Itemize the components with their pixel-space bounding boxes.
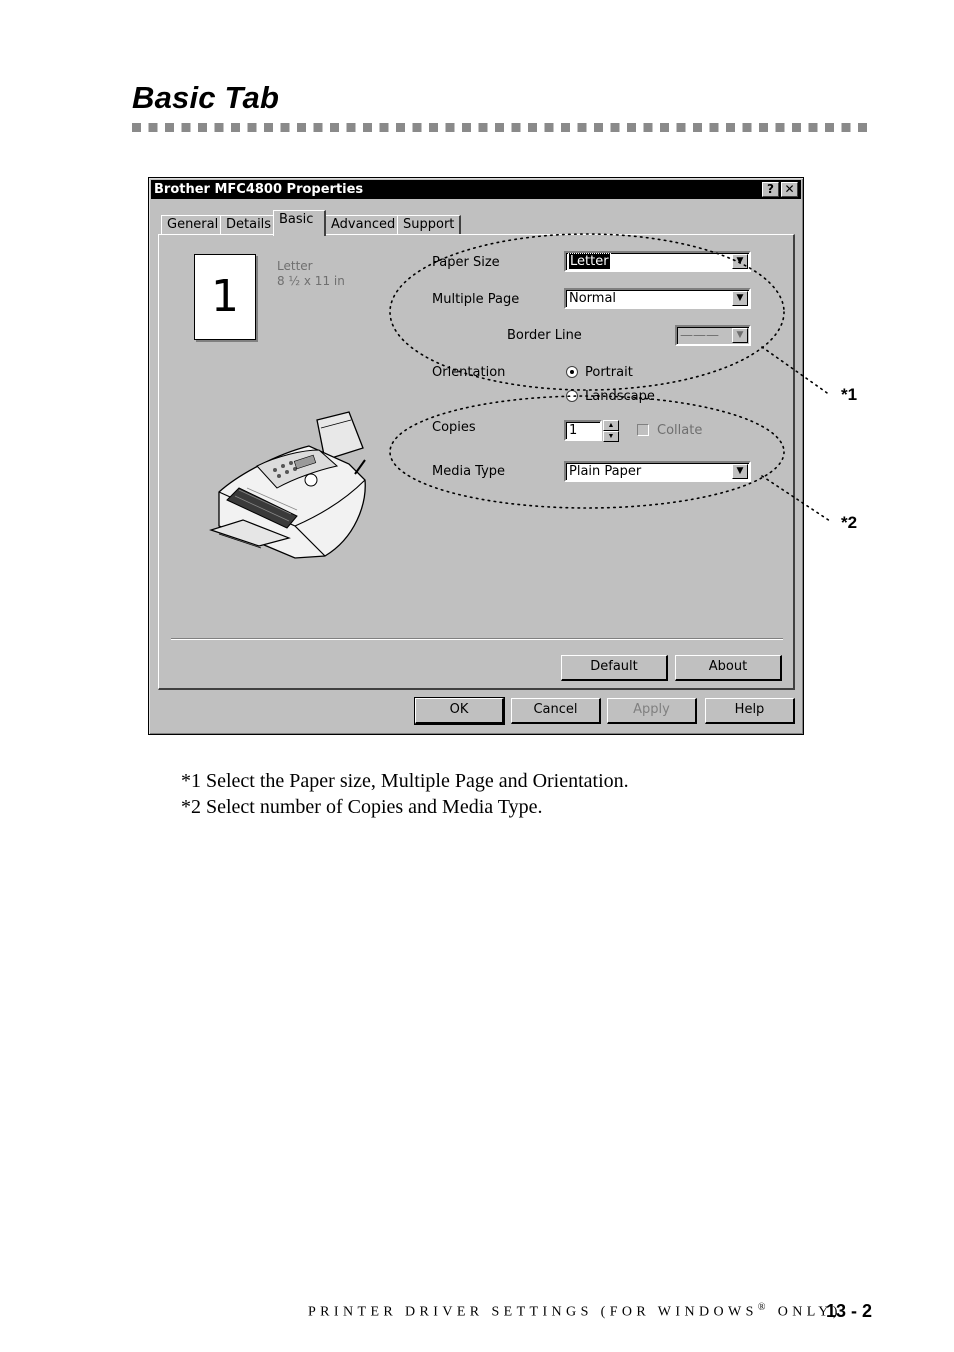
footer-section: PRINTER DRIVER SETTINGS (FOR WINDOWS® ONLY) — [308, 1302, 842, 1320]
paper-dims-label: 8 ½ x 11 in — [277, 274, 345, 288]
collate-label: Collate — [657, 423, 703, 438]
callout-1-label: *1 — [841, 385, 858, 404]
landscape-label[interactable]: Landscape — [585, 389, 655, 404]
callout-ellipse-1 — [390, 234, 784, 390]
callout-leader-1 — [762, 347, 830, 395]
note-2: *2 Select number of Copies and Media Type. — [181, 796, 543, 818]
note-1: *1 Select the Paper size, Multiple Page and Orientation. — [181, 770, 629, 792]
spin-down-icon[interactable]: ▼ — [603, 431, 619, 442]
copies-label: Copies — [432, 420, 476, 435]
chevron-down-icon[interactable]: ▼ — [732, 291, 748, 306]
chevron-down-icon: ▼ — [732, 328, 748, 343]
multiple-page-value: Normal — [569, 291, 617, 306]
callout-leader-2 — [762, 476, 830, 521]
page-title: Basic Tab — [132, 80, 280, 115]
default-button[interactable]: Default — [561, 655, 668, 681]
callout-2-label: *2 — [841, 513, 858, 532]
tab-details[interactable]: Details — [220, 215, 278, 235]
close-title-button[interactable]: ✕ — [781, 182, 798, 197]
chevron-down-icon[interactable]: ▼ — [732, 254, 748, 269]
tab-advanced[interactable]: Advanced — [325, 215, 402, 235]
border-line-value: ——— — [680, 328, 719, 343]
multiple-page-label: Multiple Page — [432, 292, 520, 307]
footer-page-number: 13 - 2 — [826, 1301, 873, 1321]
panel-separator — [171, 638, 783, 640]
paper-size-label: Paper Size — [432, 255, 500, 270]
registered-mark: ® — [757, 1302, 770, 1313]
media-type-value: Plain Paper — [569, 464, 642, 479]
apply-button: Apply — [607, 698, 697, 724]
chevron-down-icon[interactable]: ▼ — [732, 464, 748, 479]
copies-input[interactable]: 1 — [564, 420, 602, 441]
tab-support[interactable]: Support — [397, 215, 461, 235]
paper-name-label: Letter — [277, 259, 313, 273]
about-button[interactable]: About — [675, 655, 782, 681]
help-title-button[interactable]: ? — [762, 182, 779, 197]
cancel-button[interactable]: Cancel — [511, 698, 601, 724]
border-line-label: Border Line — [507, 328, 582, 343]
portrait-label[interactable]: Portrait — [585, 365, 633, 380]
media-type-label: Media Type — [432, 464, 506, 479]
paper-size-value: Letter — [570, 254, 609, 269]
tab-general[interactable]: General — [161, 215, 225, 235]
orientation-label: Orientation — [432, 365, 506, 380]
help-button[interactable]: Help — [705, 698, 795, 724]
callout-annotations — [0, 0, 954, 600]
callout-ellipse-2 — [390, 396, 784, 508]
tab-basic[interactable]: Basic — [273, 210, 326, 236]
ok-button[interactable]: OK — [415, 698, 504, 724]
spin-up-icon[interactable]: ▲ — [603, 420, 619, 431]
dialog-title: Brother MFC4800 Properties — [154, 182, 364, 197]
page-preview-icon: 1 — [194, 254, 256, 340]
